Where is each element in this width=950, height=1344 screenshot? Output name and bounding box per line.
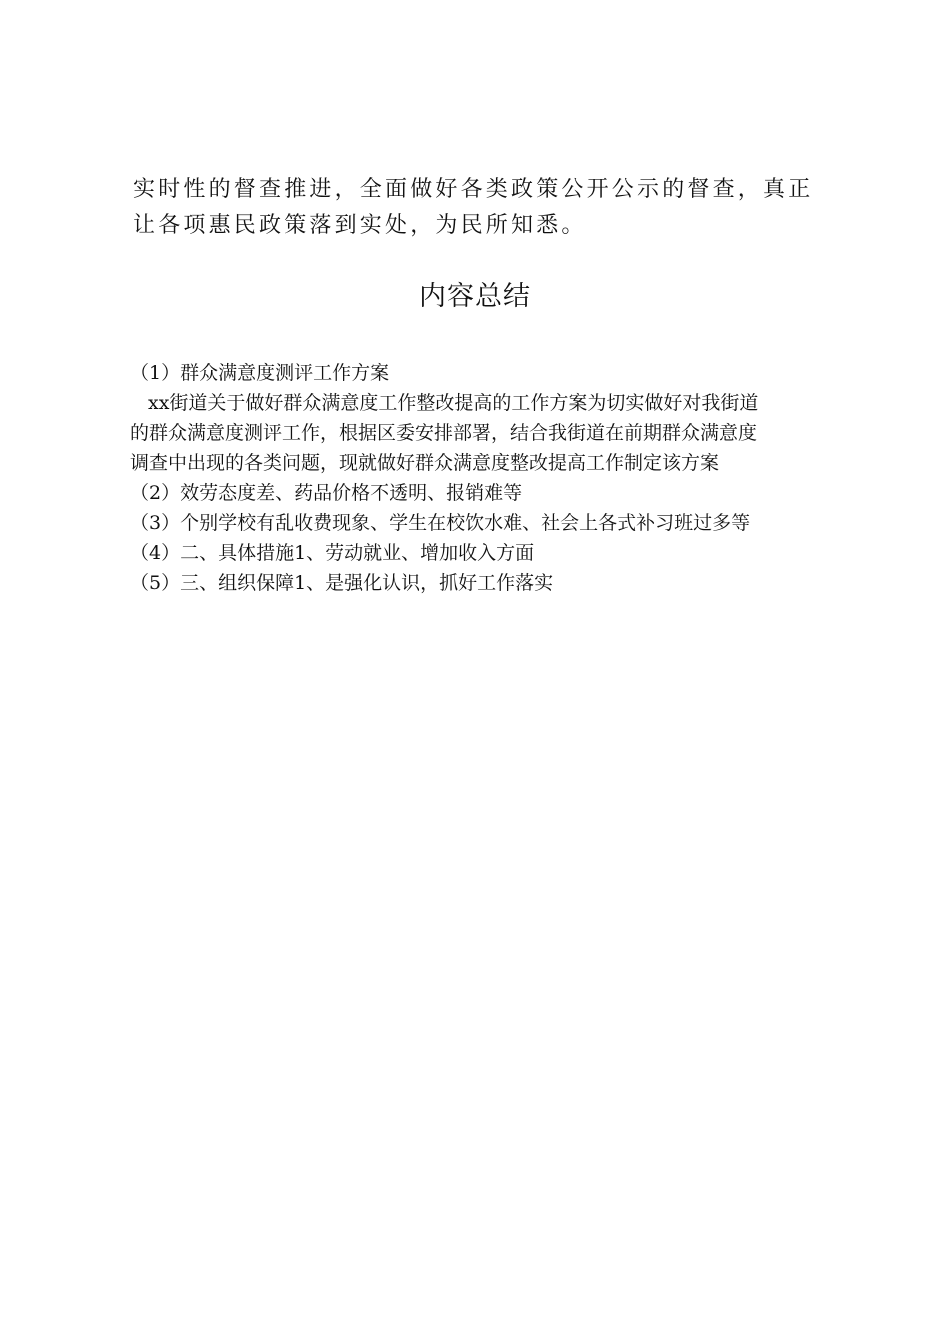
summary-item-1-body-line: 调查中出现的各类问题，现就做好群众满意度整改提高工作制定该方案	[130, 452, 720, 474]
paragraph-line: 实时性的督查推进，全面做好各类政策公开公示的督查，真正	[133, 177, 814, 202]
summary-list	[130, 358, 830, 598]
summary-item-5: （5）三、组织保障1、是强化认识，抓好工作落实	[130, 572, 554, 594]
paragraph-line: 让各项惠民政策落到实处，为民所知悉。	[133, 213, 587, 238]
summary-item-1-heading: （1）群众满意度测评工作方案	[130, 362, 390, 384]
summary-item-4: （4）二、具体措施1、劳动就业、增加收入方面	[130, 542, 535, 564]
summary-title: 内容总结	[419, 281, 531, 312]
summary-item-1-body-line: 的群众满意度测评工作，根据区委安排部署，结合我街道在前期群众满意度	[130, 422, 758, 444]
summary-item-1-body-line: xx街道关于做好群众满意度工作整改提高的工作方案为切实做好对我街道	[148, 392, 759, 414]
summary-item-2: （2）效劳态度差、药品价格不透明、报销难等	[130, 482, 523, 504]
summary-item-3: （3）个别学校有乱收费现象、学生在校饮水难、社会上各式补习班过多等	[130, 512, 751, 534]
continued-paragraph	[133, 172, 823, 244]
